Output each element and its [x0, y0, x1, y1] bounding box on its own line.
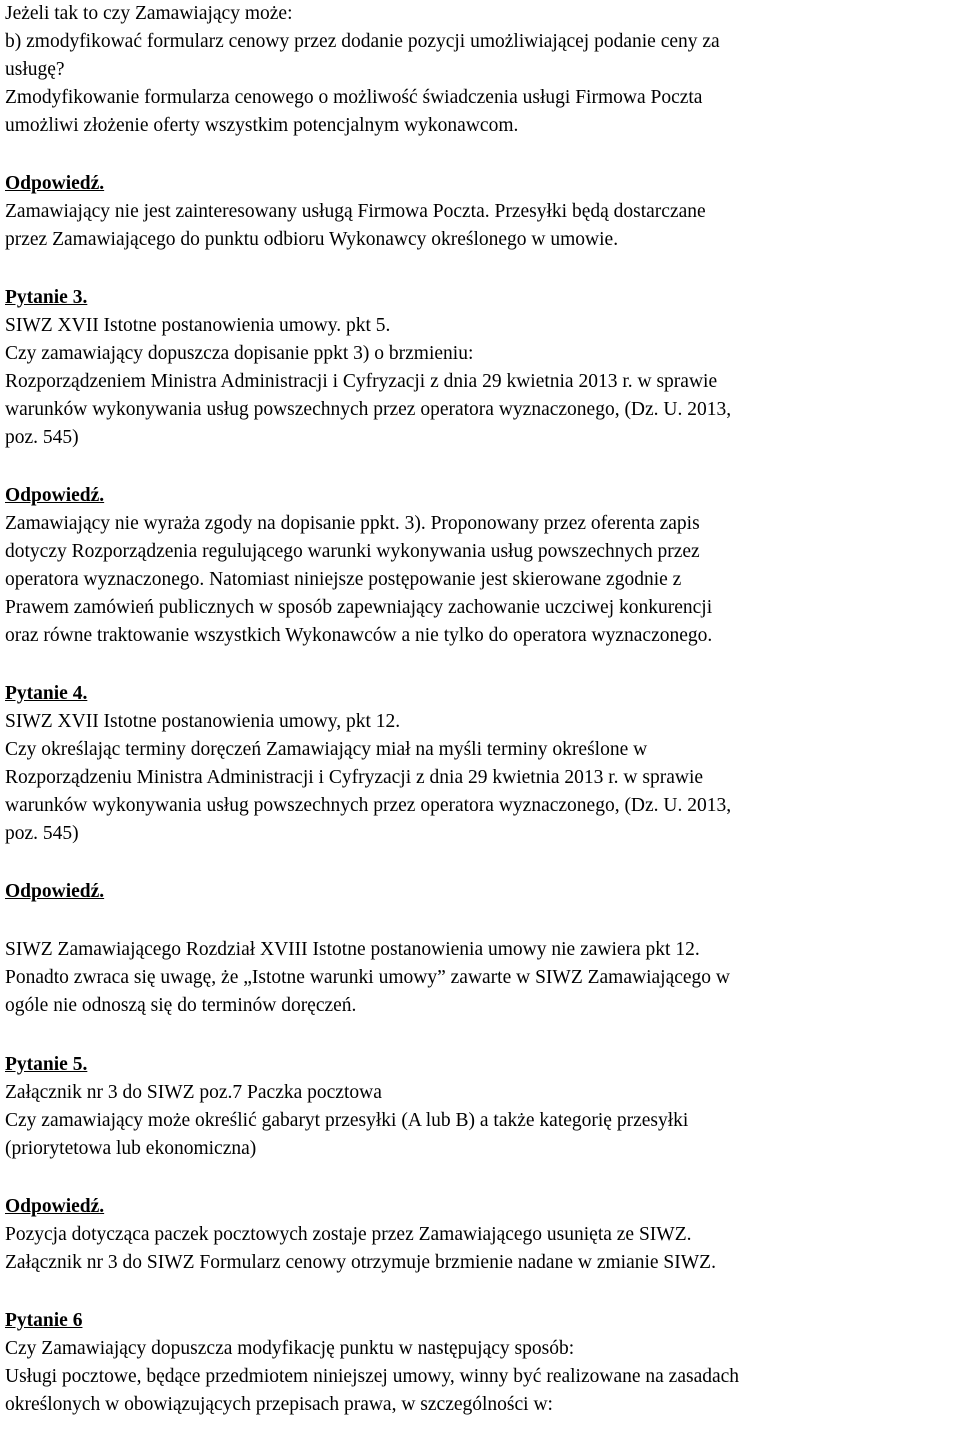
question-heading: Pytanie 3.	[5, 287, 88, 308]
text-line: Jeżeli tak to czy Zamawiający może:	[5, 3, 293, 24]
question-heading: Pytanie 5.	[5, 1054, 88, 1075]
text-line: oraz równe traktowanie wszystkich Wykonawców a nie tylko do operatora wyznaczonego.	[5, 625, 713, 646]
text-line: warunków wykonywania usług powszechnych przez operatora wyznaczonego, (Dz. U. 2013,	[5, 399, 732, 420]
text-line: Zamawiający nie jest zainteresowany usługą Firmowa Poczta. Przesyłki będą dostarczane	[5, 201, 706, 222]
text-line: Ponadto zwraca się uwagę, że „Istotne warunki umowy” zawarte w SIWZ Zamawiającego w	[5, 967, 730, 988]
text-line: Pozycja dotycząca paczek pocztowych zostaje przez Zamawiającego usunięta ze SIWZ.	[5, 1224, 692, 1245]
question-heading: Pytanie 4.	[5, 683, 88, 704]
text-line: Czy zamawiający może określić gabaryt przesyłki (A lub B) a także kategorię przesyłki	[5, 1110, 689, 1131]
answer-heading: Odpowiedź.	[5, 881, 105, 902]
text-line: Załącznik nr 3 do SIWZ poz.7 Paczka pocztowa	[5, 1082, 382, 1103]
answer-heading: Odpowiedź.	[5, 1196, 105, 1217]
answer-heading: Odpowiedź.	[5, 485, 105, 506]
question-heading: Pytanie 6	[5, 1310, 83, 1331]
text-line: SIWZ XVII Istotne postanowienia umowy, pkt 12.	[5, 711, 401, 732]
text-line: operatora wyznaczonego. Natomiast niniejsze postępowanie jest skierowane zgodnie z	[5, 569, 682, 590]
text-line: warunków wykonywania usług powszechnych przez operatora wyznaczonego, (Dz. U. 2013,	[5, 795, 732, 816]
text-line: Czy zamawiający dopuszcza dopisanie ppkt 3) o brzmieniu:	[5, 343, 474, 364]
text-line: Prawem zamówień publicznych w sposób zapewniający zachowanie uczciwej konkurencji	[5, 597, 713, 618]
text-line: umożliwi złożenie oferty wszystkim potencjalnym wykonawcom.	[5, 115, 519, 136]
text-line: SIWZ Zamawiającego Rozdział XVIII Istotne postanowienia umowy nie zawiera pkt 12.	[5, 939, 700, 960]
text-line: przez Zamawiającego do punktu odbioru Wykonawcy określonego w umowie.	[5, 229, 619, 250]
text-line: usługę?	[5, 59, 65, 80]
text-line: poz. 545)	[5, 427, 79, 448]
text-line: dotyczy Rozporządzenia regulującego warunki wykonywania usług powszechnych przez	[5, 541, 700, 562]
text-line: Zmodyfikowanie formularza cenowego o możliwość świadczenia usługi Firmowa Poczta	[5, 87, 703, 108]
text-line: ogóle nie odnoszą się do terminów doręczeń.	[5, 995, 357, 1016]
text-line: Rozporządzeniu Ministra Administracji i Cyfryzacji z dnia 29 kwietnia 2013 r. w sprawie	[5, 767, 704, 788]
text-line: Usługi pocztowe, będące przedmiotem niniejszej umowy, winny być realizowane na zasadach	[5, 1366, 740, 1387]
text-line: SIWZ XVII Istotne postanowienia umowy. pkt 5.	[5, 315, 391, 336]
text-line: Zamawiający nie wyraża zgody na dopisanie ppkt. 3). Proponowany przez oferenta zapis	[5, 513, 700, 534]
text-line: Czy określając terminy doręczeń Zamawiający miał na myśli terminy określone w	[5, 739, 648, 760]
text-line: Rozporządzeniem Ministra Administracji i Cyfryzacji z dnia 29 kwietnia 2013 r. w sprawie	[5, 371, 718, 392]
text-line: Załącznik nr 3 do SIWZ Formularz cenowy otrzymuje brzmienie nadane w zmianie SIWZ.	[5, 1252, 716, 1273]
text-line: określonych w obowiązujących przepisach prawa, w szczególności w:	[5, 1394, 553, 1415]
text-line: Czy Zamawiający dopuszcza modyfikację punktu w następujący sposób:	[5, 1338, 575, 1359]
text-line: poz. 545)	[5, 823, 79, 844]
text-line: b) zmodyfikować formularz cenowy przez dodanie pozycji umożliwiającej podanie ceny za	[5, 31, 720, 52]
answer-heading: Odpowiedź.	[5, 173, 105, 194]
text-line: (priorytetowa lub ekonomiczna)	[5, 1138, 257, 1159]
